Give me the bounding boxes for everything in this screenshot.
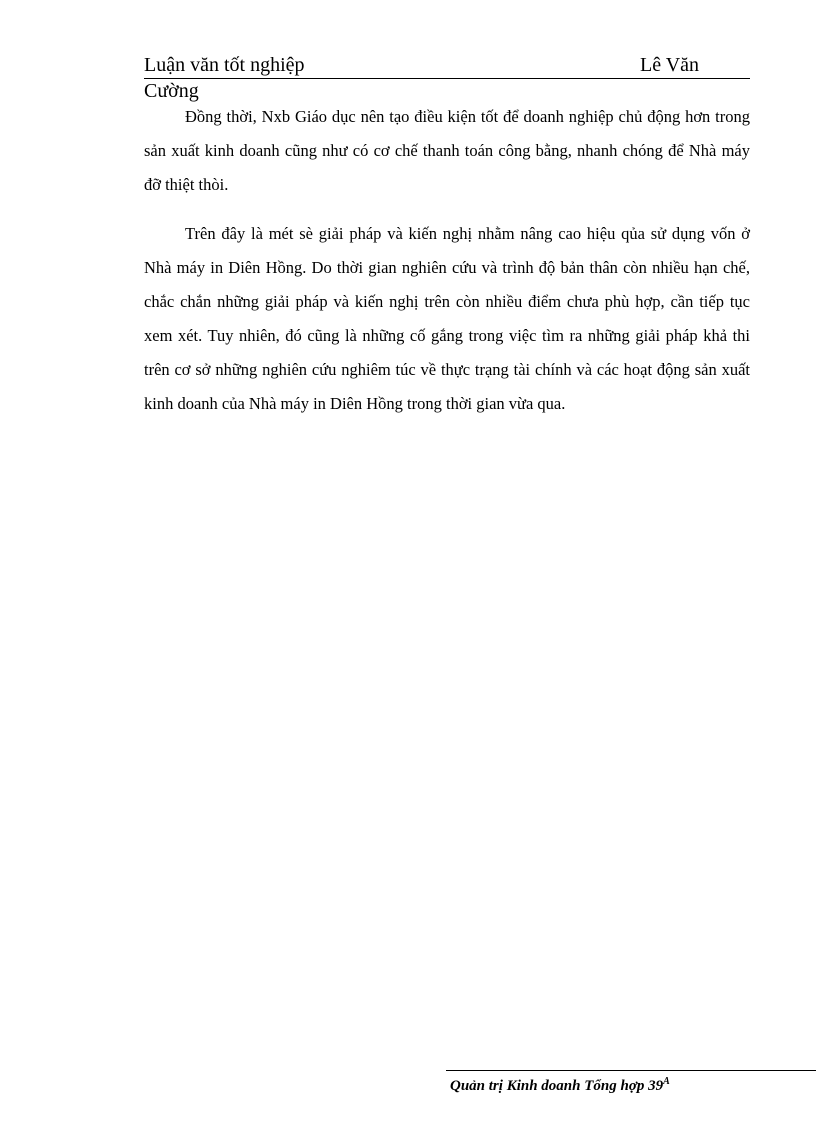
footer-text: Quản trị Kinh doanh Tổng hợp 39 (450, 1078, 664, 1094)
header-author: Lê Văn (640, 54, 700, 76)
footer-superscript: A (663, 1076, 670, 1087)
header-title: Luận văn tốt nghiệp (144, 54, 305, 76)
paragraph: Đồng thời, Nxb Giáo dục nên tạo điều kiện tốt để doanh nghiệp chủ động hơn trong sản xuất kinh doanh cũng như có cơ chế thanh toán công bằng, nhanh chóng để Nhà máy đỡ thiệt thòi. (144, 107, 750, 194)
paragraph: Trên đây là mét sè giải pháp và kiến nghị nhằm nâng cao hiệu qủa sử dụng vốn ở Nhà máy in Diên Hồng. Do thời gian nghiên cứu và trình độ bản thân còn nhiều hạn chế, chắc chắn những giải pháp và kiến nghị trên còn nhiều điểm chưa phù hợp, cần tiếp tục xem xét. Tuy nhiên, đó cũng là những cố gắng trong việc tìm ra những giải pháp khả thi trên cơ sở những nghiên cứu nghiêm túc về thực trạng tài chính và các hoạt động sản xuất kinh doanh của Nhà máy in Diên Hồng trong thời gian vừa qua. (144, 224, 750, 413)
header-author-continuation: Cường (144, 80, 199, 102)
page-footer (450, 1076, 670, 1095)
page-header (144, 52, 750, 79)
footer-divider (446, 1070, 816, 1071)
body-text (144, 100, 750, 436)
